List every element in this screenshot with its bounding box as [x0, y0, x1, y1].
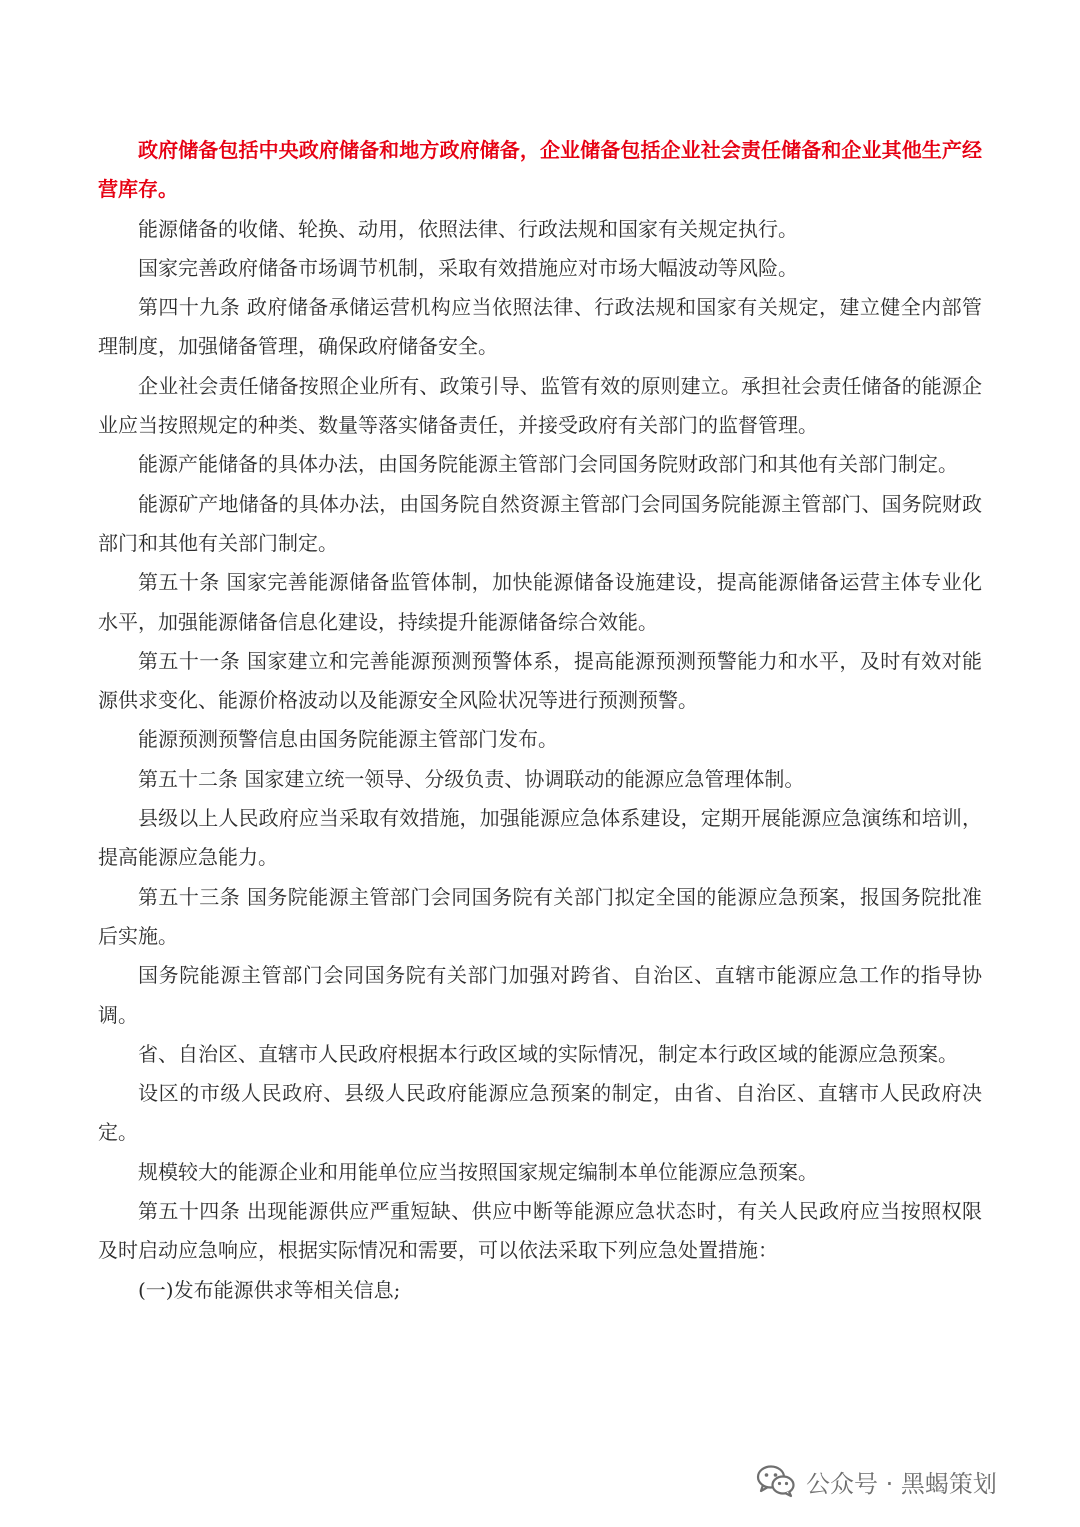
paragraph-article-53: 第五十三条 国务院能源主管部门会同国务院有关部门拟定全国的能源应急预案，报国务院批准后实施。 [98, 884, 982, 948]
paragraph: 县级以上人民政府应当采取有效措施，加强能源应急体系建设，定期开展能源应急演练和培训，提高能源应急能力。 [98, 806, 982, 870]
paragraph: 省、自治区、直辖市人民政府根据本行政区域的实际情况，制定本行政区域的能源应急预案。 [138, 1041, 958, 1066]
paragraph: 国家完善政府储备市场调节机制，采取有效措施应对市场大幅波动等风险。 [138, 255, 798, 280]
paragraph-highlight: 政府储备包括中央政府储备和地方政府储备，企业储备包括企业社会责任储备和企业其他生产经营库存。 [98, 138, 982, 202]
paragraph: 能源储备的收储、轮换、动用，依照法律、行政法规和国家有关规定执行。 [138, 216, 798, 241]
paragraph: 规模较大的能源企业和用能单位应当按照国家规定编制本单位能源应急预案。 [138, 1159, 818, 1184]
paragraph-list-item: (一)发布能源供求等相关信息; [138, 1277, 401, 1302]
paragraph: 国务院能源主管部门会同国务院有关部门加强对跨省、自治区、直辖市能源应急工作的指导协调。 [98, 963, 982, 1027]
paragraph-article-54: 第五十四条 出现能源供应严重短缺、供应中断等能源应急状态时，有关人民政府应当按照权限及时启动应急响应，根据实际情况和需要，可以依法采取下列应急处置措施： [98, 1199, 982, 1263]
paragraph: 设区的市级人民政府、县级人民政府能源应急预案的制定，由省、自治区、直辖市人民政府决定。 [98, 1081, 982, 1145]
paragraph-article-49: 第四十九条 政府储备承储运营机构应当依照法律、行政法规和国家有关规定，建立健全内部管理制度，加强储备管理，确保政府储备安全。 [98, 295, 982, 359]
paragraph: 能源矿产地储备的具体办法，由国务院自然资源主管部门会同国务院能源主管部门、国务院财政部门和其他有关部门制定。 [98, 491, 982, 555]
paragraph: 能源预测预警信息由国务院能源主管部门发布。 [138, 727, 558, 752]
wechat-icon [756, 1464, 796, 1498]
paragraph-article-50: 第五十条 国家完善能源储备监管体制，加快能源储备设施建设，提高能源储备运营主体专业化水平，加强能源储备信息化建设，持续提升能源储备综合效能。 [98, 570, 982, 634]
watermark [756, 1459, 997, 1503]
paragraph-article-52: 第五十二条 国家建立统一领导、分级负责、协调联动的能源应急管理体制。 [138, 766, 805, 791]
watermark-text: 公众号 · 黑蝎策划 [806, 1469, 997, 1498]
paragraph: 企业社会责任储备按照企业所有、政策引导、监管有效的原则建立。承担社会责任储备的能源企业应当按照规定的种类、数量等落实储备责任，并接受政府有关部门的监督管理。 [98, 373, 982, 438]
paragraph-article-51: 第五十一条 国家建立和完善能源预测预警体系，提高能源预测预警能力和水平，及时有效对能源供求变化、能源价格波动以及能源安全风险状况等进行预测预警。 [98, 648, 982, 713]
paragraph: 能源产能储备的具体办法，由国务院能源主管部门会同国务院财政部门和其他有关部门制定。 [138, 452, 958, 477]
document-body [98, 131, 982, 1310]
